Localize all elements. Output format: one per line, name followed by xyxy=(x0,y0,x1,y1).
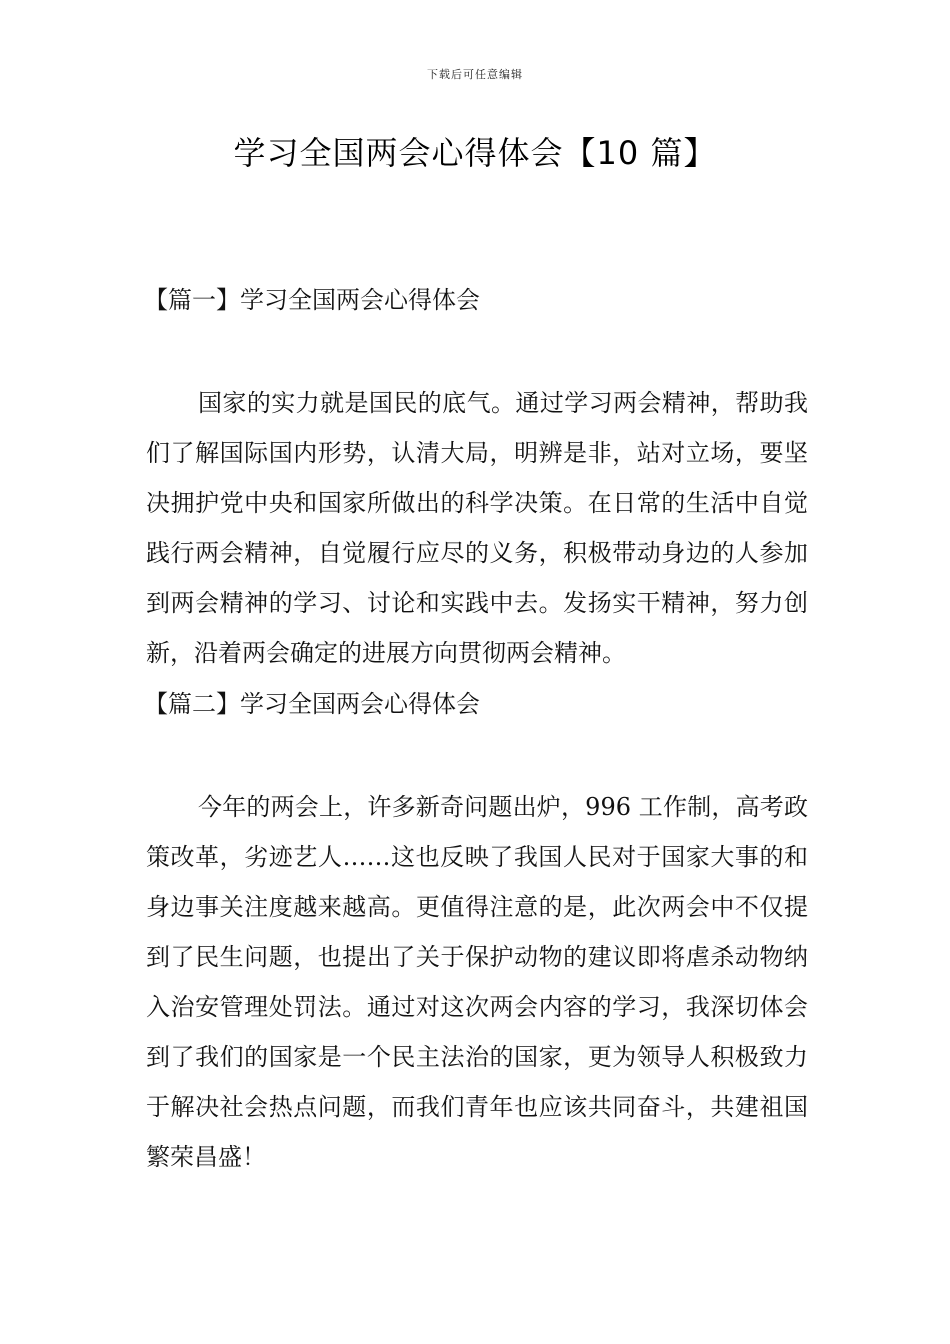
section-body-1: 国家的实力就是国民的底气。通过学习两会精神，帮助我们了解国际国内形势，认清大局，明辨是非，站对立场，要坚决拥护党中央和国家所做出的科学决策。在日常的生活中自觉践行两会精神，自觉履行应尽的义务，积极带动身边的人参加到两会精神的学习、讨论和实践中去。发扬实干精神，努力创新，沿着两会确定的进展方向贯彻两会精神。 xyxy=(146,389,808,667)
spacer xyxy=(146,318,808,378)
document-content xyxy=(146,282,808,1182)
section-body-2: 今年的两会上，许多新奇问题出炉，996 工作制，高考政策改革，劣迹艺人……这也反映了我国人民对于国家大事的和身边事关注度越来越高。更值得注意的是，此次两会中不仅提到了民生问题，也提出了关于保护动物的建议即将虐杀动物纳入治安管理处罚法。通过对这次两会内容的学习，我深切体会到了我们的国家是一个民主法治的国家，更为领导人积极致力于解决社会热点问题，而我们青年也应该共同奋斗，共建祖国繁荣昌盛！ xyxy=(146,793,808,1171)
header-note: 下载后可任意编辑 xyxy=(427,68,523,81)
spacer xyxy=(146,722,808,782)
section-heading-2: 【篇二】学习全国两会心得体会 xyxy=(144,690,480,718)
section-heading-1: 【篇一】学习全国两会心得体会 xyxy=(144,286,480,314)
document-title: 学习全国两会心得体会【10 篇】 xyxy=(233,134,717,172)
